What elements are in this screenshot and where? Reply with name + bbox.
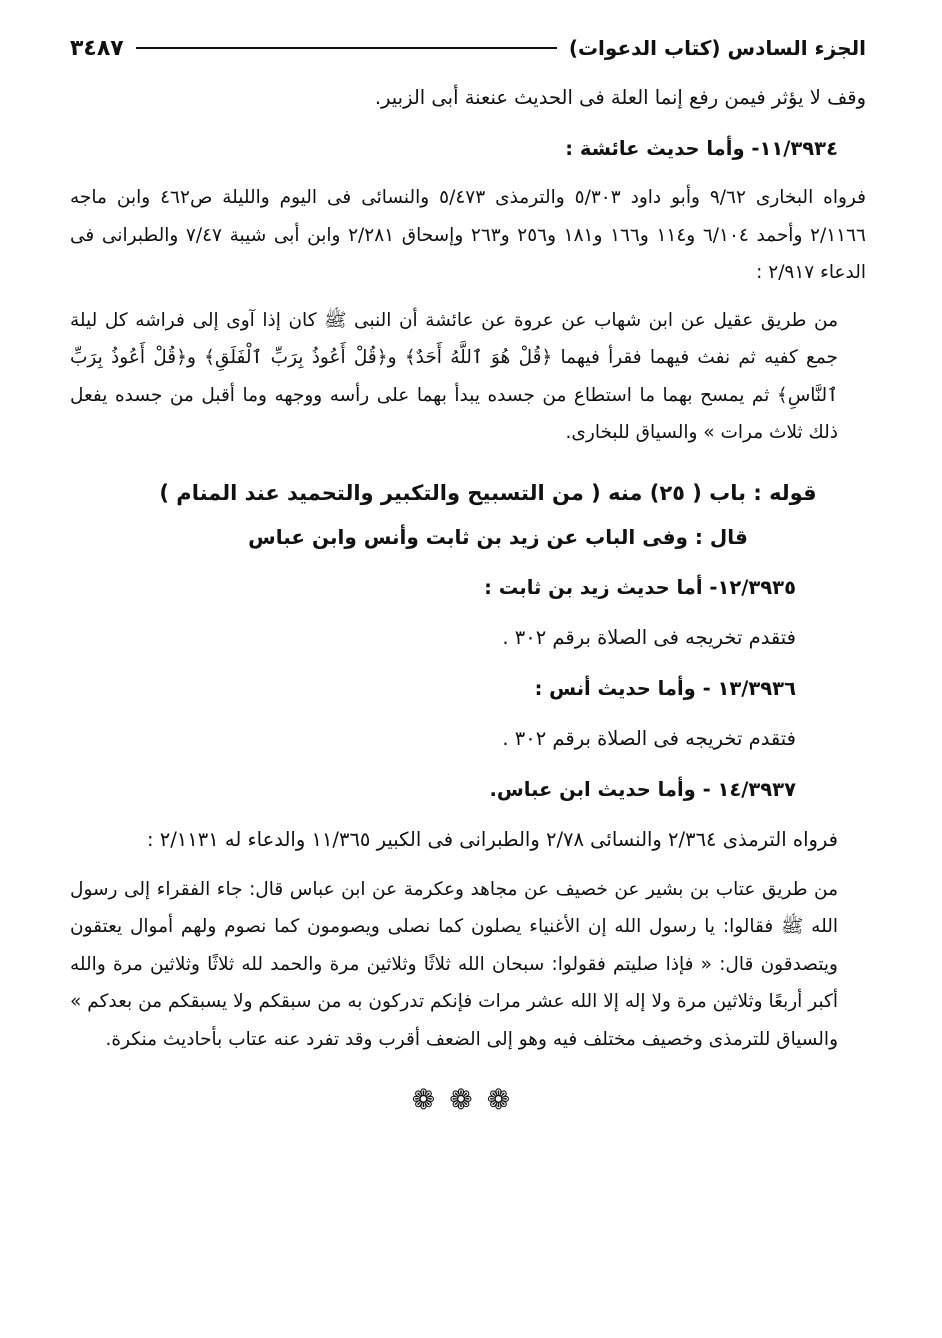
book-page	[70, 28, 866, 1298]
sources-aisha: فرواه البخارى ٩/٦٢ وأبو داود ٥/٣٠٣ والترمذى ٥/٤٧٣ والنسائى فى اليوم والليلة ص٤٦٢ وابن ماجه ٢/١١٦٦ وأحمد ٦/١٠٤ و١١٤ و١٦٦ و١٨١ و٢٥٦ و٢٦٣ وإسحاق ٢/٢٨١ وابن أبى شيبة ٧/٤٧ والطبرانى فى الدعاء ٢/٩١٧ :	[70, 187, 866, 283]
note-zayd: فتقدم تخريجه فى الصلاة برقم ٣٠٢ .	[502, 626, 796, 649]
spacer	[70, 861, 866, 871]
hadith-heading-anas: ١٣/٣٩٣٦ - وأما حديث أنس :	[534, 676, 796, 700]
spacer	[70, 659, 866, 669]
hadith-heading-zayd: ١٢/٣٩٣٥- أما حديث زيد بن ثابت :	[484, 575, 796, 599]
spacer	[70, 292, 866, 302]
hadith-heading-ibn-abbas: ١٤/٣٩٣٧ - وأما حديث ابن عباس.	[489, 777, 796, 801]
narration-aisha: من طريق عقيل عن ابن شهاب عن عروة عن عائشة أن النبى ﷺ كان إذا آوى إلى فراشه كل ليلة جمع كفيه ثم نفث فيهما فقرأ فيهما ﴿قُلْ هُوَ ٱللَّهُ أَحَدٌ﴾ و﴿قُلْ أَعُوذُ بِرَبِّ ٱلْفَلَقِ﴾ و﴿قُلْ أَعُوذُ بِرَبِّ ٱلنَّاسِ﴾ ثم يمسح بهما ما استطاع من جسده يبدأ بهما على رأسه ووجهه وما أقبل من جسده يفعل ذلك ثلاث مرات » والسياق للبخارى.	[70, 309, 838, 443]
page-body	[70, 78, 866, 1121]
spacer	[70, 608, 866, 618]
running-header	[70, 28, 866, 68]
spacer	[70, 760, 866, 770]
header-rule	[136, 47, 557, 49]
spacer	[70, 452, 866, 470]
continued-paragraph: وقف لا يؤثر فيمن رفع إنما العلة فى الحديث عنعنة أبى الزبير.	[374, 86, 866, 109]
hadith-heading-aisha: ١١/٣٩٣٤- وأما حديث عائشة :	[565, 136, 838, 160]
spacer	[70, 558, 866, 568]
spacer	[70, 810, 866, 820]
chapter-heading: قوله : باب ( ٢٥) منه ( من التسبيح والتكبير والتحميد عند المنام )	[159, 480, 817, 505]
spacer	[70, 169, 866, 179]
note-anas: فتقدم تخريجه فى الصلاة برقم ٣٠٢ .	[502, 727, 796, 750]
sources-ibn-abbas: فرواه الترمذى ٢/٣٦٤ والنسائى ٢/٧٨ والطبرانى فى الكبير ١١/٣٦٥ والدعاء له ٢/١١٣١ :	[146, 828, 838, 851]
spacer	[70, 709, 866, 719]
narration-ibn-abbas: من طريق عتاب بن بشير عن خصيف عن مجاهد وعكرمة عن ابن عباس قال: جاء الفقراء إلى رسول الله ﷺ فقالوا: يا رسول الله إن الأغنياء يصلون كما نصلى ويصومون كما نصوم ولهم أموال يعتقون ويتصدقون قال: « فإذا صليتم فقولوا: سبحان الله ثلاثًا وثلاثين مرة والحمد لله ثلاثًا وثلاثين مرة والله أكبر أربعًا وثلاثين مرة ولا إله إلا الله عشر مرات فإنكم تدركون به من سبقكم ولا يسبقكم من بعدكم » والسياق للترمذى وخصيف مختلف فيه وهو إلى الضعف أقرب وقد تفرد عنه عتاب بأحاديث منكرة.	[70, 878, 838, 1050]
section-end-ornament: ❁❁❁	[411, 1083, 525, 1116]
header-title: الجزء السادس (كتاب الدعوات)	[568, 36, 866, 60]
spacer	[70, 119, 866, 129]
page-number: ٣٤٨٧	[70, 35, 124, 61]
chapter-subheading: قال : وفى الباب عن زيد بن ثابت وأنس وابن عباس	[248, 524, 748, 549]
